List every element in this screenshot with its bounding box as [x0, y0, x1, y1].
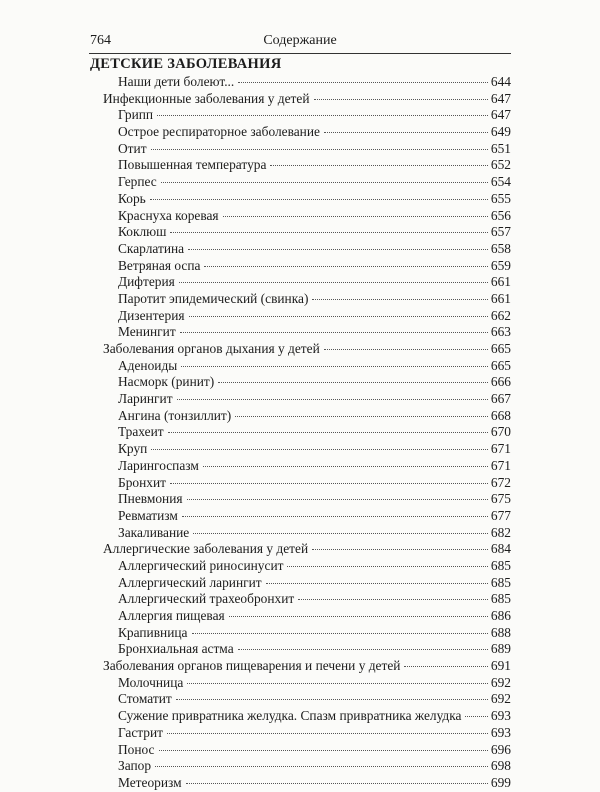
toc-entry-label: Молочница: [118, 674, 184, 690]
toc-entry-page: 675: [490, 491, 511, 507]
dot-leader: [312, 299, 487, 300]
toc-entry: [0, 625, 511, 642]
toc-entry-page: 659: [490, 257, 511, 273]
dot-leader: [170, 232, 487, 233]
toc-entry-page: 665: [490, 341, 511, 356]
toc-entry-label: Наши дети болеют...: [118, 74, 235, 89]
toc-entry: [0, 475, 511, 492]
dot-leader: [168, 432, 488, 433]
dot-leader: [150, 199, 488, 200]
toc-entry-label: Коклюш: [118, 224, 167, 240]
toc-entry: [0, 324, 511, 341]
toc-subsection-entry: [0, 91, 511, 108]
toc-entry-page: 655: [490, 190, 511, 206]
toc-entry-label: Аллергический ларингит: [118, 574, 262, 590]
toc-entry-page: 666: [490, 374, 511, 390]
dot-leader: [151, 149, 488, 150]
toc-entry: [0, 107, 511, 124]
dot-leader: [192, 633, 488, 634]
toc-entry: [0, 358, 511, 375]
toc-entry-label: Ангина (тонзиллит): [118, 407, 232, 423]
dot-leader: [187, 499, 488, 500]
toc-entry-page: 652: [490, 157, 511, 173]
toc-entry-label: Аллергические заболевания у детей: [103, 541, 309, 557]
dot-leader: [298, 599, 488, 600]
toc-entry: [0, 241, 511, 258]
dot-leader: [186, 783, 488, 784]
toc-entry: [0, 641, 511, 658]
dot-leader: [270, 165, 488, 166]
dot-leader: [155, 766, 488, 767]
toc-entry-page: 685: [490, 557, 511, 573]
toc-entry-page: 671: [490, 441, 511, 457]
toc-entry-page: 698: [490, 758, 511, 774]
toc-entry: [0, 74, 511, 91]
toc-entry-label: Бронхиальная астма: [118, 641, 234, 657]
toc-entry-label: Краснуха коревая: [118, 207, 219, 223]
toc-entry: [0, 124, 511, 141]
toc-entry: [0, 558, 511, 575]
toc-entry-label: Скарлатина: [118, 240, 185, 256]
toc-entry: [0, 424, 511, 441]
toc-entry-page: 672: [490, 474, 511, 490]
toc-entry-label: Аллергия пищевая: [118, 608, 225, 623]
toc-entry-label: Острое респираторное заболевание: [118, 124, 320, 140]
toc-entry-label: Грипп: [118, 107, 154, 123]
toc-entry-page: 692: [490, 691, 511, 707]
toc-entry-page: 685: [490, 591, 511, 607]
toc-entry-label: Насморк (ринит): [118, 374, 215, 390]
toc-entry: [0, 374, 511, 391]
section-title: ДЕТСКИЕ ЗАБОЛЕВАНИЯ: [90, 56, 282, 72]
toc-entry: [0, 208, 511, 225]
dot-leader: [187, 683, 488, 684]
toc-entry: [0, 258, 511, 275]
toc-entry-label: Аллергический трахеобронхит: [118, 591, 295, 607]
dot-leader: [312, 549, 488, 550]
toc-entry-page: 668: [490, 407, 511, 423]
dot-leader: [229, 616, 488, 617]
dot-leader: [180, 332, 488, 333]
toc-entry-page: 658: [490, 240, 511, 256]
toc-entry-page: 649: [490, 124, 511, 140]
toc-entry-page: 685: [490, 574, 511, 590]
toc-entry: [0, 441, 511, 458]
toc-entry-page: 647: [490, 90, 511, 106]
dot-leader: [176, 699, 488, 700]
toc-entry-label: Менингит: [118, 324, 176, 340]
dot-leader: [193, 533, 488, 534]
toc-entry-page: 692: [490, 674, 511, 690]
toc-entry-label: Дифтерия: [118, 274, 175, 290]
toc-entry-label: Инфекционные заболевания у детей: [103, 90, 310, 106]
toc-entry-page: 670: [490, 424, 511, 440]
toc-entry-page: 689: [490, 641, 511, 657]
dot-leader: [235, 416, 488, 417]
toc-entry: [0, 675, 511, 692]
dot-leader: [170, 483, 488, 484]
toc-entry-label: Метеоризм: [118, 774, 182, 790]
page-number: 764: [90, 33, 111, 48]
toc-entry-label: Гастрит: [118, 724, 164, 740]
toc-entry: [0, 391, 511, 408]
toc-entry-page: 654: [490, 174, 511, 190]
toc-entry-page: 684: [490, 541, 511, 557]
dot-leader: [182, 516, 488, 517]
toc-entry-label: Трахеит: [118, 424, 164, 440]
toc-entry: [0, 274, 511, 291]
dot-leader: [465, 716, 487, 717]
toc-entry-page: 677: [490, 507, 511, 523]
toc-entry-page: 686: [490, 608, 511, 623]
dot-leader: [181, 366, 488, 367]
toc-entry-label: Стоматит: [118, 691, 172, 707]
toc-entry: [0, 174, 511, 191]
dot-leader: [204, 266, 487, 267]
toc-entry-label: Дизентерия: [118, 307, 185, 323]
toc-entry: [0, 508, 511, 525]
dot-leader: [179, 282, 488, 283]
dot-leader: [238, 649, 488, 650]
toc-entry-label: Ларингоспазм: [118, 457, 199, 473]
toc-entry-page: 696: [490, 741, 511, 757]
dot-leader: [404, 666, 487, 667]
dot-leader: [238, 82, 488, 83]
dot-leader: [188, 249, 488, 250]
toc-entry-page: 663: [490, 324, 511, 340]
toc-subsection-entry: [0, 541, 511, 558]
toc-entry-label: Крапивница: [118, 624, 188, 640]
running-title: Содержание: [263, 33, 337, 48]
toc-entry: [0, 224, 511, 241]
toc-subsection-entry: [0, 658, 511, 675]
dot-leader: [157, 115, 488, 116]
toc-entry-page: 667: [490, 391, 511, 407]
toc-entry-label: Сужение привратника желудка. Спазм привратника желудка: [118, 708, 462, 724]
toc-entry-page: 671: [490, 457, 511, 473]
toc-entry-page: 647: [490, 107, 511, 123]
toc-entry: [0, 191, 511, 208]
toc-entry-page: 657: [490, 224, 511, 240]
dot-leader: [314, 99, 488, 100]
toc-entry-label: Бронхит: [118, 474, 166, 490]
toc-entry-label: Аденоиды: [118, 357, 178, 373]
dot-leader: [203, 466, 488, 467]
toc-entry-label: Ларингит: [118, 391, 173, 407]
toc-subsection-entry: [0, 341, 511, 358]
dot-leader: [266, 583, 488, 584]
dot-leader: [324, 132, 488, 133]
toc-entry: [0, 691, 511, 708]
toc-entry: [0, 308, 511, 325]
toc-entry-page: 651: [490, 140, 511, 156]
toc-entry: [0, 458, 511, 475]
toc-entry-page: 644: [490, 74, 511, 89]
dot-leader: [223, 216, 488, 217]
toc-entry-label: Паротит эпидемический (свинка): [118, 290, 309, 306]
toc-entry: [0, 608, 511, 625]
toc-entry: [0, 157, 511, 174]
toc-entry-label: Аллергический риносинусит: [118, 557, 284, 573]
toc-entry-label: Понос: [118, 741, 155, 757]
toc-entry: [0, 725, 511, 742]
toc-entry-label: Заболевания органов пищеварения и печени у детей: [103, 658, 401, 674]
dot-leader: [167, 733, 488, 734]
toc-entry-page: 693: [490, 708, 511, 724]
toc-entry-label: Ветряная оспа: [118, 257, 201, 273]
toc-entry: [0, 291, 511, 308]
toc-entry-label: Запор: [118, 758, 152, 774]
toc-entry: [0, 141, 511, 158]
dot-leader: [161, 182, 488, 183]
toc-entry-page: 682: [490, 524, 511, 540]
toc-entry-label: Повышенная температура: [118, 157, 267, 173]
header-rule: [89, 53, 511, 54]
toc-entry-label: Пневмония: [118, 491, 183, 507]
toc-entry: [0, 408, 511, 425]
toc-entry-page: 691: [490, 658, 511, 674]
toc-entry: [0, 758, 511, 775]
toc-entry-page: 699: [490, 774, 511, 790]
toc-entry-page: 661: [490, 274, 511, 290]
toc-entry-label: Ревматизм: [118, 507, 178, 523]
toc-entry-label: Круп: [118, 441, 148, 457]
toc-entry-page: 693: [490, 724, 511, 740]
toc-entry-page: 665: [490, 357, 511, 373]
toc-entry-label: Герпес: [118, 174, 157, 190]
toc-entry: [0, 708, 511, 725]
dot-leader: [177, 399, 488, 400]
toc-entry: [0, 591, 511, 608]
toc-entry-page: 662: [490, 307, 511, 323]
table-of-contents: [0, 74, 600, 792]
toc-entry-label: Корь: [118, 190, 146, 206]
dot-leader: [189, 316, 488, 317]
dot-leader: [218, 382, 488, 383]
toc-entry-label: Отит: [118, 140, 147, 156]
toc-entry: [0, 575, 511, 592]
toc-entry: [0, 775, 511, 792]
toc-entry-page: 656: [490, 207, 511, 223]
toc-entry-label: Заболевания органов дыхания у детей: [103, 341, 320, 356]
dot-leader: [324, 349, 488, 350]
toc-entry: [0, 525, 511, 542]
dot-leader: [287, 566, 487, 567]
toc-entry-page: 661: [490, 290, 511, 306]
toc-entry-label: Закаливание: [118, 524, 190, 540]
toc-entry: [0, 491, 511, 508]
toc-entry-page: 688: [490, 624, 511, 640]
dot-leader: [151, 449, 488, 450]
